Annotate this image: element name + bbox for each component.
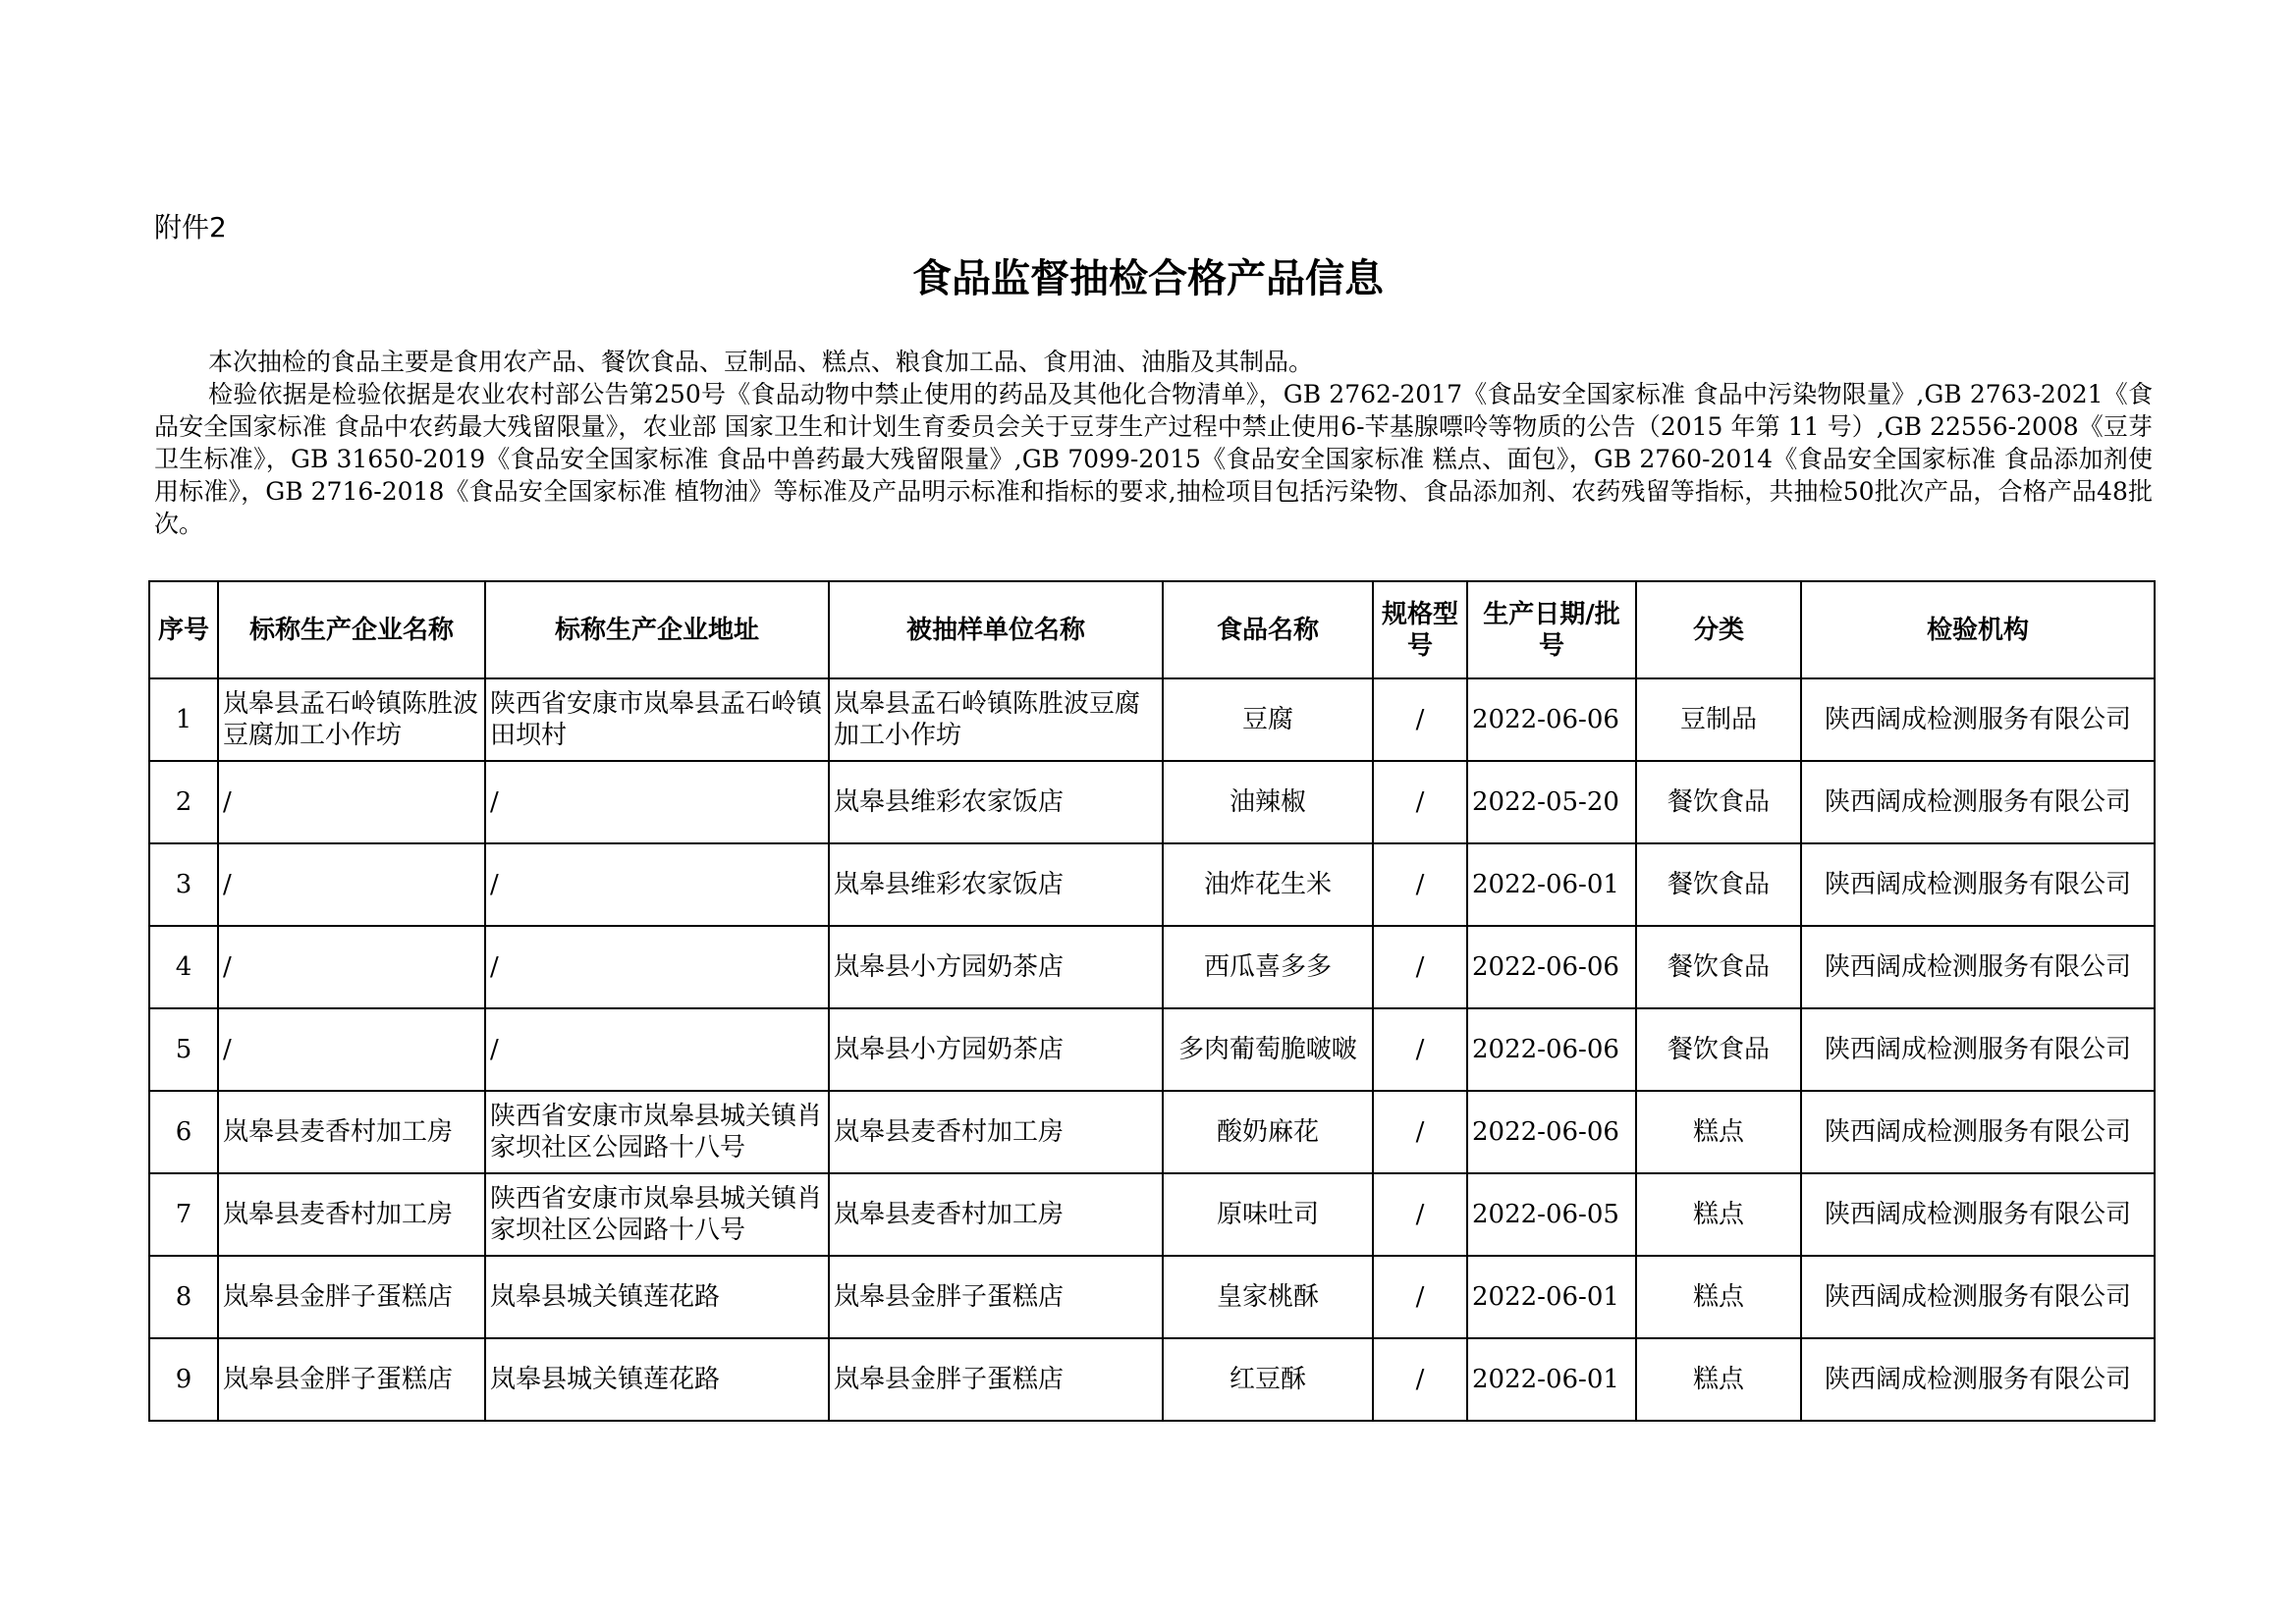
header-lab: 检验机构 bbox=[1801, 581, 2155, 678]
cell-seq: 5 bbox=[149, 1008, 218, 1091]
cell-producer-address: 陕西省安康市岚皋县城关镇肖家坝社区公园路十八号 bbox=[485, 1091, 829, 1173]
cell-sampled-unit: 岚皋县金胖子蛋糕店 bbox=[829, 1338, 1163, 1421]
intro-text bbox=[154, 346, 2153, 540]
cell-producer-address: 陕西省安康市岚皋县城关镇肖家坝社区公园路十八号 bbox=[485, 1173, 829, 1256]
cell-lab: 陕西阔成检测服务有限公司 bbox=[1801, 926, 2155, 1008]
cell-spec: / bbox=[1373, 1256, 1467, 1338]
cell-producer-name: 岚皋县麦香村加工房 bbox=[218, 1091, 485, 1173]
cell-food-name: 油辣椒 bbox=[1163, 761, 1373, 843]
header-date: 生产日期/批号 bbox=[1467, 581, 1636, 678]
cell-food-name: 红豆酥 bbox=[1163, 1338, 1373, 1421]
cell-date: 2022-06-01 bbox=[1467, 1256, 1636, 1338]
cell-category: 糕点 bbox=[1636, 1338, 1801, 1421]
cell-category: 糕点 bbox=[1636, 1173, 1801, 1256]
cell-lab: 陕西阔成检测服务有限公司 bbox=[1801, 1091, 2155, 1173]
cell-seq: 1 bbox=[149, 678, 218, 761]
cell-category: 餐饮食品 bbox=[1636, 1008, 1801, 1091]
cell-sampled-unit: 岚皋县小方园奶茶店 bbox=[829, 1008, 1163, 1091]
cell-producer-address: 岚皋县城关镇莲花路 bbox=[485, 1338, 829, 1421]
cell-producer-name: / bbox=[218, 926, 485, 1008]
cell-sampled-unit: 岚皋县金胖子蛋糕店 bbox=[829, 1256, 1163, 1338]
cell-category: 豆制品 bbox=[1636, 678, 1801, 761]
cell-spec: / bbox=[1373, 1091, 1467, 1173]
cell-spec: / bbox=[1373, 761, 1467, 843]
cell-lab: 陕西阔成检测服务有限公司 bbox=[1801, 1338, 2155, 1421]
cell-lab: 陕西阔成检测服务有限公司 bbox=[1801, 1173, 2155, 1256]
table-row bbox=[149, 843, 2155, 926]
cell-producer-address: / bbox=[485, 926, 829, 1008]
table-row bbox=[149, 926, 2155, 1008]
cell-producer-name: / bbox=[218, 761, 485, 843]
cell-spec: / bbox=[1373, 843, 1467, 926]
cell-food-name: 油炸花生米 bbox=[1163, 843, 1373, 926]
header-category: 分类 bbox=[1636, 581, 1801, 678]
cell-date: 2022-06-06 bbox=[1467, 926, 1636, 1008]
cell-food-name: 酸奶麻花 bbox=[1163, 1091, 1373, 1173]
page-title: 食品监督抽检合格产品信息 bbox=[912, 256, 1384, 301]
cell-spec: / bbox=[1373, 1008, 1467, 1091]
table-row bbox=[149, 1338, 2155, 1421]
cell-sampled-unit: 岚皋县麦香村加工房 bbox=[829, 1173, 1163, 1256]
header-spec: 规格型号 bbox=[1373, 581, 1467, 678]
cell-category: 糕点 bbox=[1636, 1091, 1801, 1173]
cell-seq: 4 bbox=[149, 926, 218, 1008]
cell-producer-name: 岚皋县孟石岭镇陈胜波豆腐加工小作坊 bbox=[218, 678, 485, 761]
cell-producer-name: / bbox=[218, 843, 485, 926]
cell-producer-address: / bbox=[485, 761, 829, 843]
cell-date: 2022-06-01 bbox=[1467, 843, 1636, 926]
cell-producer-name: / bbox=[218, 1008, 485, 1091]
cell-spec: / bbox=[1373, 1173, 1467, 1256]
intro-paragraph-basis: 检验依据是检验依据是农业农村部公告第250号《食品动物中禁止使用的药品及其他化合物清单》，GB 2762-2017《食品安全国家标准 食品中污染物限量》,GB 2763-2021《食品安全国家标准 食品中农药最大残留限量》，农业部 国家卫生和计划生育委员会关于豆芽生产过程中禁止使用6-苄基腺嘌呤等物质的公告（2015 年第 11 号）,GB 22556-2008《豆芽卫生标准》，GB 31650-2019《食品安全国家标准 食品中兽药最大残留限量》,GB 7099-2015《食品安全国家标准 糕点、面包》，GB 2760-2014《食品安全国家标准 食品添加剂使用标准》，GB 2716-2018《食品安全国家标准 植物油》等标准及产品明示标准和指标的要求,抽检项目包括污染物、食品添加剂、农药残留等指标，共抽检50批次产品，合格产品48批次。 bbox=[154, 380, 2153, 538]
cell-category: 餐饮食品 bbox=[1636, 761, 1801, 843]
cell-food-name: 多肉葡萄脆啵啵 bbox=[1163, 1008, 1373, 1091]
cell-date: 2022-06-06 bbox=[1467, 1008, 1636, 1091]
cell-seq: 6 bbox=[149, 1091, 218, 1173]
cell-category: 餐饮食品 bbox=[1636, 843, 1801, 926]
table-header-row bbox=[149, 581, 2155, 678]
cell-sampled-unit: 岚皋县小方园奶茶店 bbox=[829, 926, 1163, 1008]
cell-lab: 陕西阔成检测服务有限公司 bbox=[1801, 843, 2155, 926]
table-row bbox=[149, 1256, 2155, 1338]
intro-paragraph-scope: 本次抽检的食品主要是食用农产品、餐饮食品、豆制品、糕点、粮食加工品、食用油、油脂及其制品。 bbox=[208, 348, 1314, 376]
table-row bbox=[149, 1008, 2155, 1091]
table-row bbox=[149, 1173, 2155, 1256]
header-food-name: 食品名称 bbox=[1163, 581, 1373, 678]
cell-lab: 陕西阔成检测服务有限公司 bbox=[1801, 1008, 2155, 1091]
cell-producer-address: / bbox=[485, 843, 829, 926]
cell-lab: 陕西阔成检测服务有限公司 bbox=[1801, 1256, 2155, 1338]
cell-producer-address: 岚皋县城关镇莲花路 bbox=[485, 1256, 829, 1338]
header-producer-name: 标称生产企业名称 bbox=[218, 581, 485, 678]
cell-spec: / bbox=[1373, 678, 1467, 761]
table-row bbox=[149, 761, 2155, 843]
cell-sampled-unit: 岚皋县麦香村加工房 bbox=[829, 1091, 1163, 1173]
cell-seq: 7 bbox=[149, 1173, 218, 1256]
cell-producer-name: 岚皋县麦香村加工房 bbox=[218, 1173, 485, 1256]
cell-seq: 9 bbox=[149, 1338, 218, 1421]
cell-lab: 陕西阔成检测服务有限公司 bbox=[1801, 761, 2155, 843]
cell-producer-address: 陕西省安康市岚皋县孟石岭镇田坝村 bbox=[485, 678, 829, 761]
cell-seq: 3 bbox=[149, 843, 218, 926]
cell-producer-name: 岚皋县金胖子蛋糕店 bbox=[218, 1338, 485, 1421]
cell-seq: 8 bbox=[149, 1256, 218, 1338]
cell-date: 2022-06-05 bbox=[1467, 1173, 1636, 1256]
cell-category: 餐饮食品 bbox=[1636, 926, 1801, 1008]
cell-sampled-unit: 岚皋县维彩农家饭店 bbox=[829, 843, 1163, 926]
cell-spec: / bbox=[1373, 926, 1467, 1008]
cell-producer-name: 岚皋县金胖子蛋糕店 bbox=[218, 1256, 485, 1338]
cell-sampled-unit: 岚皋县维彩农家饭店 bbox=[829, 761, 1163, 843]
cell-date: 2022-05-20 bbox=[1467, 761, 1636, 843]
header-seq: 序号 bbox=[149, 581, 218, 678]
cell-food-name: 豆腐 bbox=[1163, 678, 1373, 761]
header-producer-address: 标称生产企业地址 bbox=[485, 581, 829, 678]
results-table bbox=[148, 580, 2156, 1422]
cell-date: 2022-06-01 bbox=[1467, 1338, 1636, 1421]
header-sampled-unit: 被抽样单位名称 bbox=[829, 581, 1163, 678]
cell-seq: 2 bbox=[149, 761, 218, 843]
cell-producer-address: / bbox=[485, 1008, 829, 1091]
cell-food-name: 西瓜喜多多 bbox=[1163, 926, 1373, 1008]
cell-sampled-unit: 岚皋县孟石岭镇陈胜波豆腐加工小作坊 bbox=[829, 678, 1163, 761]
cell-date: 2022-06-06 bbox=[1467, 1091, 1636, 1173]
cell-date: 2022-06-06 bbox=[1467, 678, 1636, 761]
cell-food-name: 皇家桃酥 bbox=[1163, 1256, 1373, 1338]
cell-food-name: 原味吐司 bbox=[1163, 1173, 1373, 1256]
cell-lab: 陕西阔成检测服务有限公司 bbox=[1801, 678, 2155, 761]
cell-category: 糕点 bbox=[1636, 1256, 1801, 1338]
table-row bbox=[149, 678, 2155, 761]
table-row bbox=[149, 1091, 2155, 1173]
attachment-label: 附件2 bbox=[154, 211, 227, 243]
cell-spec: / bbox=[1373, 1338, 1467, 1421]
